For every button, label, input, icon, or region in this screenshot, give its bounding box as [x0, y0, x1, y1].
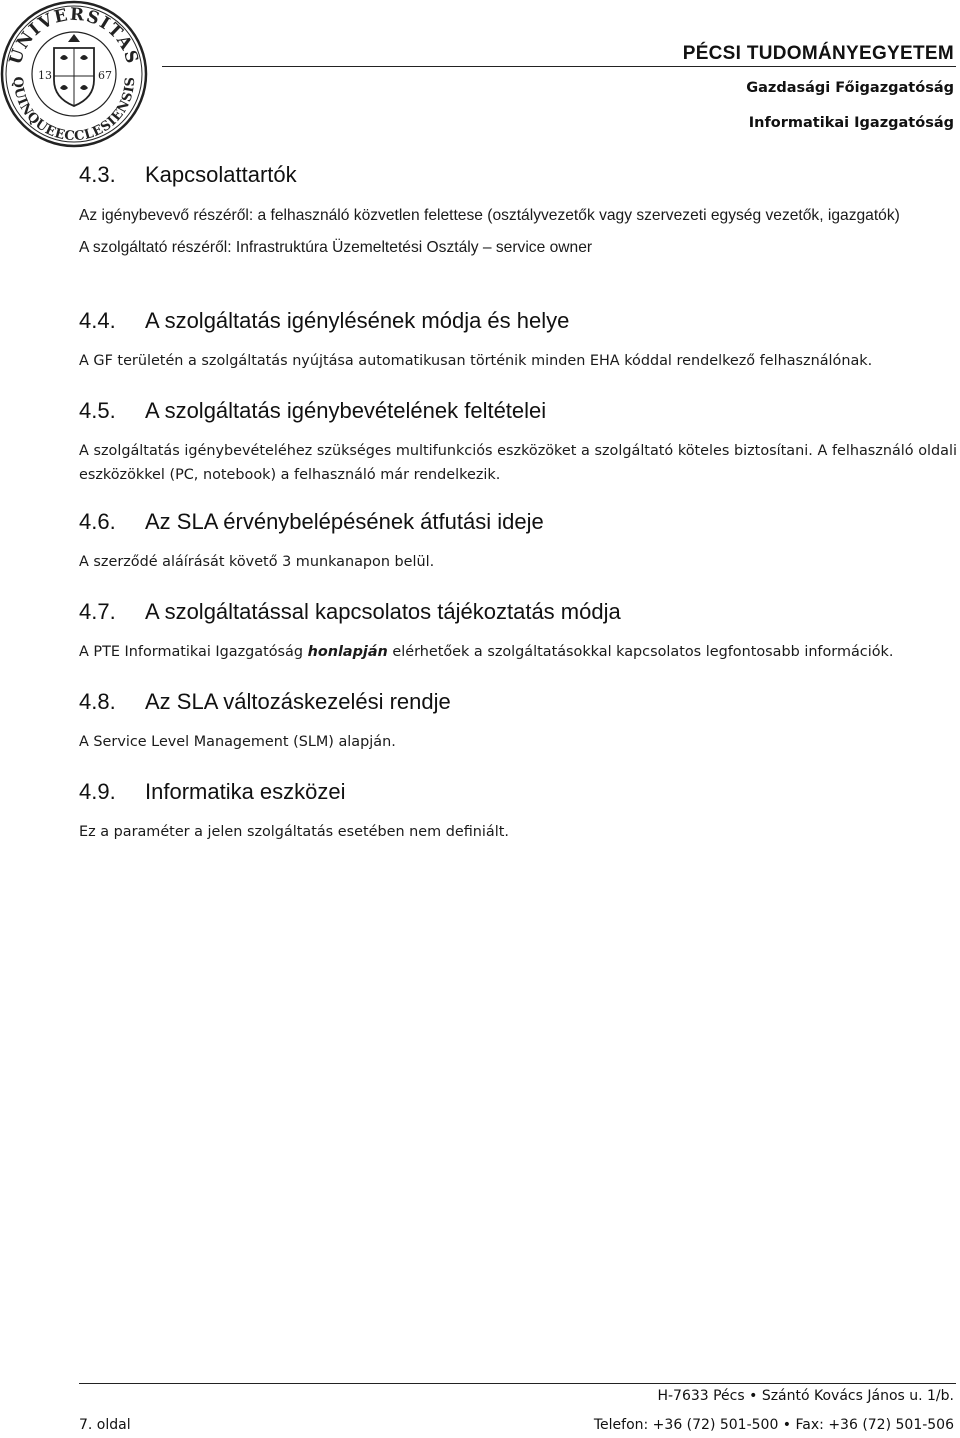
section-title: A szolgáltatással kapcsolatos tájékoztatás módja [145, 599, 621, 624]
section-it-tools [79, 779, 957, 844]
footer-contact: Telefon: +36 (72) 501-500 • Fax: +36 (72) 501-506 [593, 1417, 954, 1433]
university-name: PÉCSI TUDOMÁNYEGYETEM [682, 43, 954, 64]
section-paragraph: A Service Level Management (SLM) alapján. [79, 734, 396, 750]
svg-text:13: 13 [38, 69, 52, 82]
section-number: 4.6. [79, 509, 116, 534]
page-number: 7. oldal [79, 1417, 131, 1433]
section-sla-lead-time [79, 509, 957, 574]
section-paragraph [79, 640, 957, 664]
section-paragraph: A szerződé aláírását követő 3 munkanapon belül. [79, 554, 435, 570]
section-number: 4.8. [79, 689, 116, 714]
svg-text:UNIVERSITAS: UNIVERSITAS [5, 4, 143, 68]
section-title: A szolgáltatás igénybevételének feltételei [145, 398, 547, 423]
paragraph-text: elérhetőek a szolgáltatásokkal kapcsolatos legfontosabb információk. [387, 644, 894, 660]
department-name: Informatikai Igazgatóság [748, 115, 954, 131]
section-heading [79, 689, 957, 715]
section-title: Kapcsolattartók [145, 162, 297, 187]
paragraph-text: A PTE Informatikai Igazgatóság [79, 644, 308, 660]
section-title: Informatika eszközei [145, 779, 346, 804]
section-paragraph: A szolgáltató részéről: Infrastruktúra Üzemeltetési Osztály – service owner [79, 239, 593, 256]
section-heading [79, 779, 957, 805]
section-number: 4.4. [79, 308, 116, 333]
section-heading [79, 599, 957, 625]
section-title: Az SLA változáskezelési rendje [145, 689, 451, 714]
footer-rule [79, 1383, 956, 1384]
section-heading [79, 162, 957, 188]
section-number: 4.5. [79, 398, 116, 423]
section-change-management [79, 689, 957, 754]
section-number: 4.7. [79, 599, 116, 624]
homepage-link[interactable]: honlapján [307, 644, 388, 660]
section-contacts [79, 162, 957, 260]
svg-text:67: 67 [98, 69, 112, 82]
directorate-name: Gazdasági Főigazgatóság [746, 80, 954, 96]
section-request-method [79, 308, 957, 373]
section-heading [79, 398, 957, 424]
section-conditions [79, 398, 957, 487]
section-information [79, 599, 957, 664]
section-title: Az SLA érvénybelépésének átfutási ideje [145, 509, 544, 534]
section-paragraph: A GF területén a szolgáltatás nyújtása automatikusan történik minden EHA kóddal rendelkező felhasználónak. [79, 353, 873, 369]
section-paragraph: Az igénybevevő részéről: a felhasználó közvetlen felettese (osztályvezetők vagy szervezeti egység vezetők, igazgatók) [79, 207, 900, 224]
section-number: 4.3. [79, 162, 116, 187]
svg-text:QUINQUEECCLESIENSIS: QUINQUEECCLESIENSIS [9, 76, 139, 145]
section-title: A szolgáltatás igénylésének módja és helye [145, 308, 570, 333]
section-paragraph: A szolgáltatás igénybevételéhez szükséges multifunkciós eszközöket a szolgáltató köteles biztosítani. A felhasználó oldali eszközökkel (PC, notebook) a felhasználó már rendelkezik. [79, 443, 957, 483]
section-heading [79, 308, 957, 334]
section-heading [79, 509, 957, 535]
section-paragraph: Ez a paraméter a jelen szolgáltatás esetében nem definiált. [79, 824, 509, 840]
footer-address: H-7633 Pécs • Szántó Kovács János u. 1/b. [657, 1388, 954, 1404]
university-seal-logo [0, 0, 148, 148]
section-number: 4.9. [79, 779, 116, 804]
header-rule [162, 66, 956, 67]
